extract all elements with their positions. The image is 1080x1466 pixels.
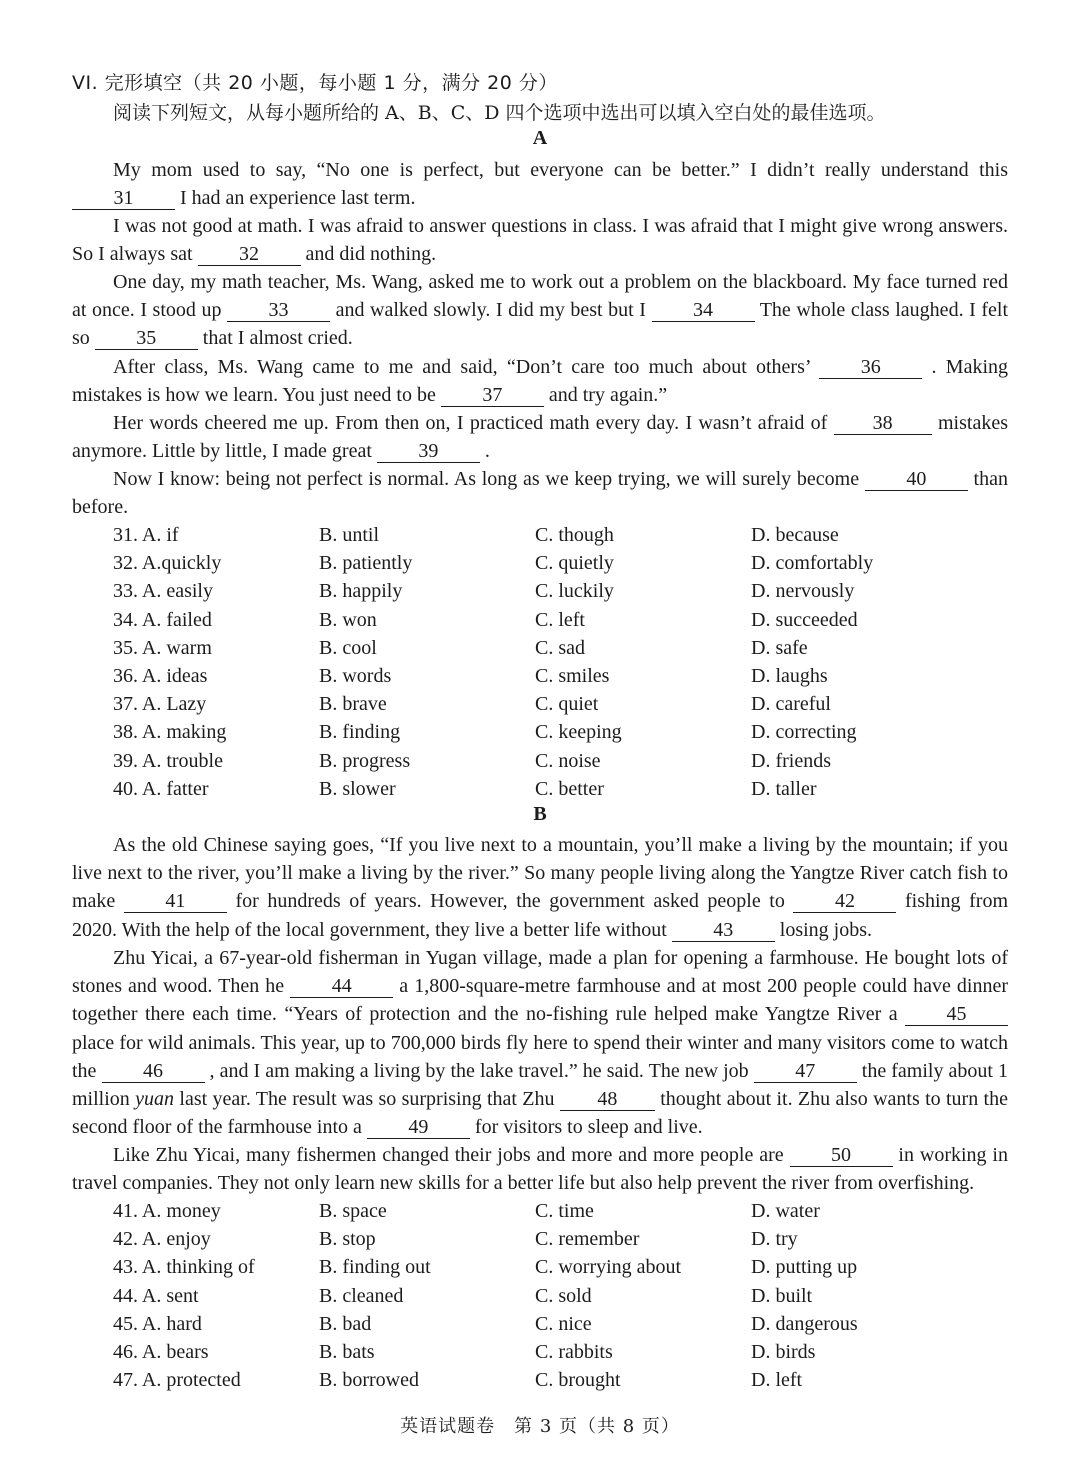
option-row-42: 42. A. enjoy B. stop C. remember D. try	[113, 1228, 798, 1251]
option-row-39: 39. A. trouble B. progress C. noise D. friends	[113, 749, 831, 772]
option-row-46: 46. A. bears B. bats C. rabbits D. birds	[113, 1340, 816, 1363]
passage-b-heading: B	[533, 803, 547, 825]
passage-b-paragraph-2: Zhu Yicai, a 67-year-old fisherman in Yugan village, made a plan for opening a farmhouse. He bought lots of stones and wood. Then he 44 a 1,800-square-metre farmhouse and at most 200 people could have dinner together there each time. “Years of protection and the no-fishing rule helped make Yangtze River a 45 place for wild animals. This year, up to 700,000 birds fly here to spend their winter and many visitors come to watch the 46 , and I am making a living by the lake travel.” he said. The new job 47 the family about 1 million yuan last year. The result was so surprising that Zhu 48 thought about it. Zhu also wants to turn the second floor of the farmhouse into a 49 for visitors to sleep and live.	[72, 947, 1009, 1139]
blank-33: 33	[227, 300, 330, 322]
blank-45: 45	[905, 1004, 1008, 1026]
options-a	[113, 521, 1013, 803]
option-row-38: 38. A. making B. finding C. keeping D. correcting	[113, 721, 857, 744]
option-row-45: 45. A. hard B. bad C. nice D. dangerous	[113, 1312, 858, 1335]
passage-a-heading: A	[532, 127, 548, 149]
blank-47: 47	[754, 1061, 857, 1083]
blank-43: 43	[672, 920, 775, 942]
blank-44: 44	[290, 976, 393, 998]
option-row-36: 36. A. ideas B. words C. smiles D. laughs	[113, 664, 828, 687]
blank-40: 40	[865, 469, 968, 491]
option-row-44: 44. A. sent B. cleaned C. sold D. built	[113, 1284, 813, 1307]
blank-31: 31	[72, 188, 175, 210]
blank-37: 37	[441, 385, 544, 407]
passage-a-paragraph-5: Her words cheered me up. From then on, I practiced math every day. I wasn’t afraid of 38 mistakes anymore. Little by little, I made great 39 .	[72, 412, 1008, 463]
option-row-37: 37. A. Lazy B. brave C. quiet D. careful	[113, 693, 831, 716]
options-b	[113, 1197, 1013, 1394]
section-instruction: 阅读下列短文，从每小题所给的 A、B、C、D 四个选项中选出可以填入空白处的最佳选项。	[113, 102, 886, 124]
option-row-33: 33. A. easily B. happily C. luckily D. nervously	[113, 580, 855, 603]
blank-42: 42	[793, 891, 896, 913]
option-row-32: 32. A.quickly B. patiently C. quietly D. comfortably	[113, 552, 874, 575]
passage-a-paragraph-1: My mom used to say, “No one is perfect, but everyone can be better.” I didn’t really understand this 31 I had an experience last term.	[72, 156, 1008, 212]
option-row-34: 34. A. failed B. won C. left D. succeeded	[113, 608, 858, 631]
blank-32: 32	[198, 244, 301, 266]
passage-b-paragraph-3: Like Zhu Yicai, many fishermen changed their jobs and more and more people are 50 in working in travel companies. They not only learn new skills for a better life but also help prevent the river from overfishing.	[72, 1144, 1008, 1195]
option-row-41: 41. A. money B. space C. time D. water	[113, 1200, 820, 1222]
passage-a-paragraph-2: I was not good at math. I was afraid to answer questions in class. I was afraid that I might give wrong answers. So I always sat 32 and did nothing.	[72, 215, 1008, 266]
blank-35: 35	[95, 328, 198, 350]
page-footer: 英语试题卷 第 3 页（共 8 页）	[400, 1416, 680, 1437]
option-row-35: 35. A. warm B. cool C. sad D. safe	[113, 636, 808, 659]
blank-48: 48	[560, 1089, 655, 1111]
option-row-31: 31. A. if B. until C. though D. because	[113, 524, 839, 546]
blank-38: 38	[834, 413, 932, 435]
option-row-47: 47. A. protected B. borrowed C. brought D. left	[113, 1369, 803, 1392]
section-title: VI. 完形填空（共 20 小题，每小题 1 分，满分 20 分）	[72, 72, 558, 94]
passage-a-paragraph-3: One day, my math teacher, Ms. Wang, asked me to work out a problem on the blackboard. My face turned red at once. I stood up 33 and walked slowly. I did my best but I 34 The whole class laughed. I felt so 35 that I almost cried.	[72, 271, 1008, 350]
passage-a-paragraph-4: After class, Ms. Wang came to me and said, “Don’t care too much about others’ 36 . Making mistakes is how we learn. You just need to be 37 and try again.”	[72, 356, 1008, 407]
blank-49: 49	[367, 1117, 470, 1139]
blank-46: 46	[102, 1061, 205, 1083]
blank-41: 41	[124, 891, 227, 913]
blank-50: 50	[790, 1145, 893, 1167]
option-row-40: 40. A. fatter B. slower C. better D. taller	[113, 777, 817, 800]
blank-34: 34	[652, 300, 755, 322]
option-row-43: 43. A. thinking of B. finding out C. worrying about D. putting up	[113, 1256, 858, 1279]
blank-39: 39	[377, 441, 480, 463]
passage-a-paragraph-6: Now I know: being not perfect is normal. As long as we keep trying, we will surely become 40 than before.	[72, 468, 1008, 519]
blank-36: 36	[819, 357, 922, 379]
passage-b-paragraph-1: As the old Chinese saying goes, “If you live next to a mountain, you’ll make a living by the mountain; if you live next to the river, you’ll make a living by the river.” So many people living along the Yangtze River catch fish to make 41 for hundreds of years. However, the government asked people to 42 fishing from 2020. With the help of the local government, they live a better life without 43 losing jobs.	[72, 834, 1008, 941]
